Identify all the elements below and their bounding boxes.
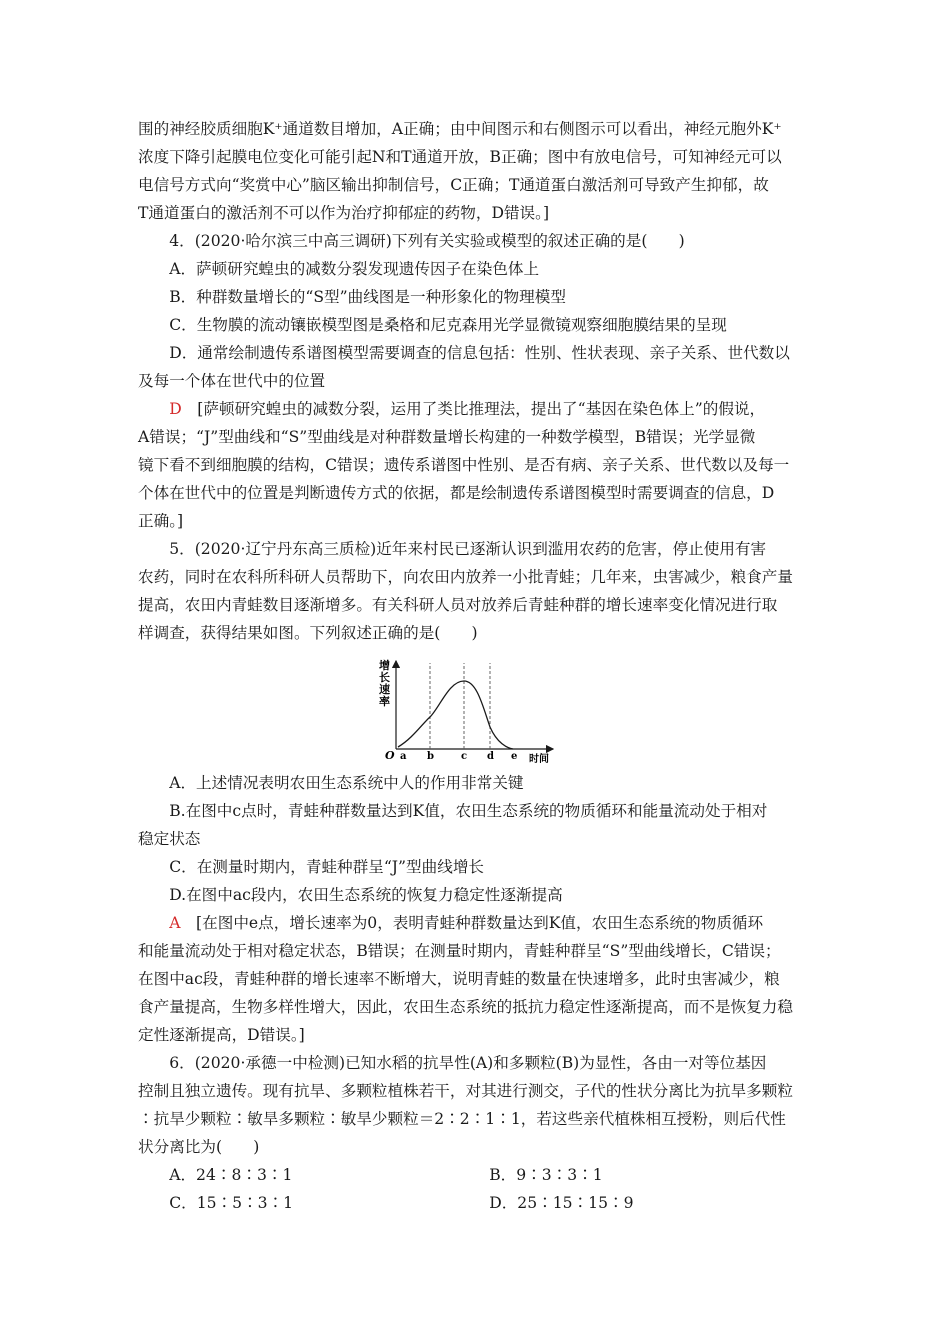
option-b: B．9∶3∶3∶1 bbox=[489, 1166, 603, 1184]
point-label-e: e bbox=[511, 751, 518, 762]
question-stem: 4．(2020·哈尔滨三中高三调研)下列有关实验或模型的叙述正确的是( ) bbox=[169, 232, 685, 250]
point-label-a: a bbox=[400, 751, 407, 762]
options-row bbox=[138, 1189, 816, 1217]
option-d: D.在图中ac段内，农田生态系统的恢复力稳定性逐渐提高 bbox=[169, 886, 563, 904]
y-label-char: 率 bbox=[379, 695, 390, 708]
explanation-line bbox=[138, 395, 816, 423]
option-d-continued: 及每一个体在世代中的位置 bbox=[138, 372, 326, 390]
question-stem: 5．(2020·辽宁丹东高三质检)近年来村民已逐渐认识到滥用农药的危害，停止使用有害 bbox=[169, 540, 767, 558]
explanation-line: 个体在世代中的位置是判断遗传方式的依据，都是绘制遗传系谱图模型时需要调查的信息，D bbox=[138, 484, 775, 502]
option-d: D．25∶15∶15∶9 bbox=[489, 1194, 634, 1212]
explanation-line: A错误；“J”型曲线和“S”型曲线是对种群数量增长构建的一种数学模型，B错误；光学显微 bbox=[138, 428, 756, 446]
question-4 bbox=[138, 227, 816, 535]
point-label-c: c bbox=[461, 751, 468, 762]
explanation-line: 在图中ac段，青蛙种群的增长速率不断增大，说明青蛙的数量在快速增多，此时虫害减少，粮 bbox=[138, 970, 780, 988]
question-stem-line: 样调查，获得结果如图。下列叙述正确的是( ) bbox=[138, 624, 478, 642]
question-stem-line: 农药，同时在农科所科研人员帮助下，向农田内放养一小批青蛙；几年来，虫害减少，粮食产量 bbox=[138, 568, 793, 586]
explanation-text: [萨顿研究蝗虫的减数分裂，运用了类比推理法，提出了“基因在染色体上”的假说， bbox=[181, 400, 766, 418]
growth-rate-figure bbox=[138, 655, 816, 765]
explanation-line: 定性逐渐提高，D错误。] bbox=[138, 1026, 305, 1044]
explanation-line bbox=[138, 909, 816, 937]
option-d: D．通常绘制遗传系谱图模型需要调查的信息包括：性别、性状表现、亲子关系、世代数以 bbox=[169, 344, 790, 362]
options-row bbox=[138, 1161, 816, 1189]
point-label-d: d bbox=[487, 751, 494, 762]
x-axis-label: 时间 bbox=[529, 754, 549, 765]
explanation-text: [在图中e点，增长速率为0，表明青蛙种群数量达到K值，农田生态系统的物质循环 bbox=[180, 914, 764, 932]
answer-letter: A bbox=[169, 914, 181, 932]
explanation-line: 镜下看不到细胞膜的结构，C错误；遗传系谱图中性别、是否有病、亲子关系、世代数以及每一 bbox=[138, 456, 790, 474]
option-b: B．种群数量增长的“S型”曲线图是一种形象化的物理模型 bbox=[169, 288, 566, 306]
question-6 bbox=[138, 1049, 816, 1217]
growth-rate-curve bbox=[398, 681, 513, 749]
y-label-char: 速 bbox=[379, 683, 390, 696]
option-c: C．生物膜的流动镶嵌模型图是桑格和尼克森用光学显微镜观察细胞膜结果的呈现 bbox=[169, 316, 727, 334]
question-stem-line: 状分离比为( ) bbox=[138, 1138, 260, 1156]
question-stem: 6．(2020·承德一中检测)已知水稻的抗旱性(A)和多颗粒(B)为显性，各由一对等位基因 bbox=[169, 1054, 767, 1072]
origin-label: O bbox=[385, 749, 395, 762]
option-a: A．24∶8∶3∶1 bbox=[169, 1166, 293, 1184]
text-line: T通道蛋白的激活剂不可以作为治疗抑郁症的药物，D错误。] bbox=[138, 204, 550, 222]
text-line: 围的神经胶质细胞K⁺通道数目增加，A正确；由中间图示和右侧图示可以看出，神经元胞外K⁺ bbox=[138, 120, 782, 138]
explanation-line: 正确。] bbox=[138, 512, 184, 530]
explanation-line: 和能量流动处于相对稳定状态，B错误；在测量时期内，青蛙种群呈“S”型曲线增长，C错误； bbox=[138, 942, 781, 960]
answer-letter: D bbox=[169, 400, 182, 418]
question-5 bbox=[138, 535, 816, 1049]
question-stem-line: 控制且独立遗传。现有抗旱、多颗粒植株若干，对其进行测交，子代的性状分离比为抗旱多颗粒 bbox=[138, 1082, 793, 1100]
question-stem-line: 提高，农田内青蛙数目逐渐增多。有关科研人员对放养后青蛙种群的增长速率变化情况进行取 bbox=[138, 596, 778, 614]
option-c: C．在测量时期内，青蛙种群呈“J”型曲线增长 bbox=[169, 858, 485, 876]
y-label-char: 长 bbox=[379, 671, 390, 684]
option-b: B.在图中c点时，青蛙种群数量达到K值，农田生态系统的物质循环和能量流动处于相对 bbox=[169, 802, 768, 820]
option-a: A．上述情况表明农田生态系统中人的作用非常关键 bbox=[169, 774, 524, 792]
growth-rate-plot bbox=[377, 655, 577, 765]
option-b-continued: 稳定状态 bbox=[138, 830, 201, 848]
option-c: C．15∶5∶3∶1 bbox=[169, 1194, 294, 1212]
text-line: 电信号方式向“奖赏中心”脑区输出抑制信号，C正确；T通道蛋白激活剂可导致产生抑郁，故 bbox=[138, 176, 769, 194]
question-stem-line: ∶抗旱少颗粒∶敏旱多颗粒∶敏旱少颗粒＝2∶2∶1∶1，若这些亲代植株相互授粉，则后代性 bbox=[138, 1110, 786, 1128]
previous-explanation bbox=[138, 115, 816, 227]
point-label-b: b bbox=[427, 751, 434, 762]
option-a: A．萨顿研究蝗虫的减数分裂发现遗传因子在染色体上 bbox=[169, 260, 540, 278]
y-label-char: 增 bbox=[379, 659, 390, 672]
explanation-line: 食产量提高，生物多样性增大，因此，农田生态系统的抵抗力稳定性逐渐提高，而不是恢复力稳 bbox=[138, 998, 793, 1016]
text-line: 浓度下降引起膜电位变化可能引起N和T通道开放，B正确；图中有放电信号，可知神经元可以 bbox=[138, 148, 782, 166]
